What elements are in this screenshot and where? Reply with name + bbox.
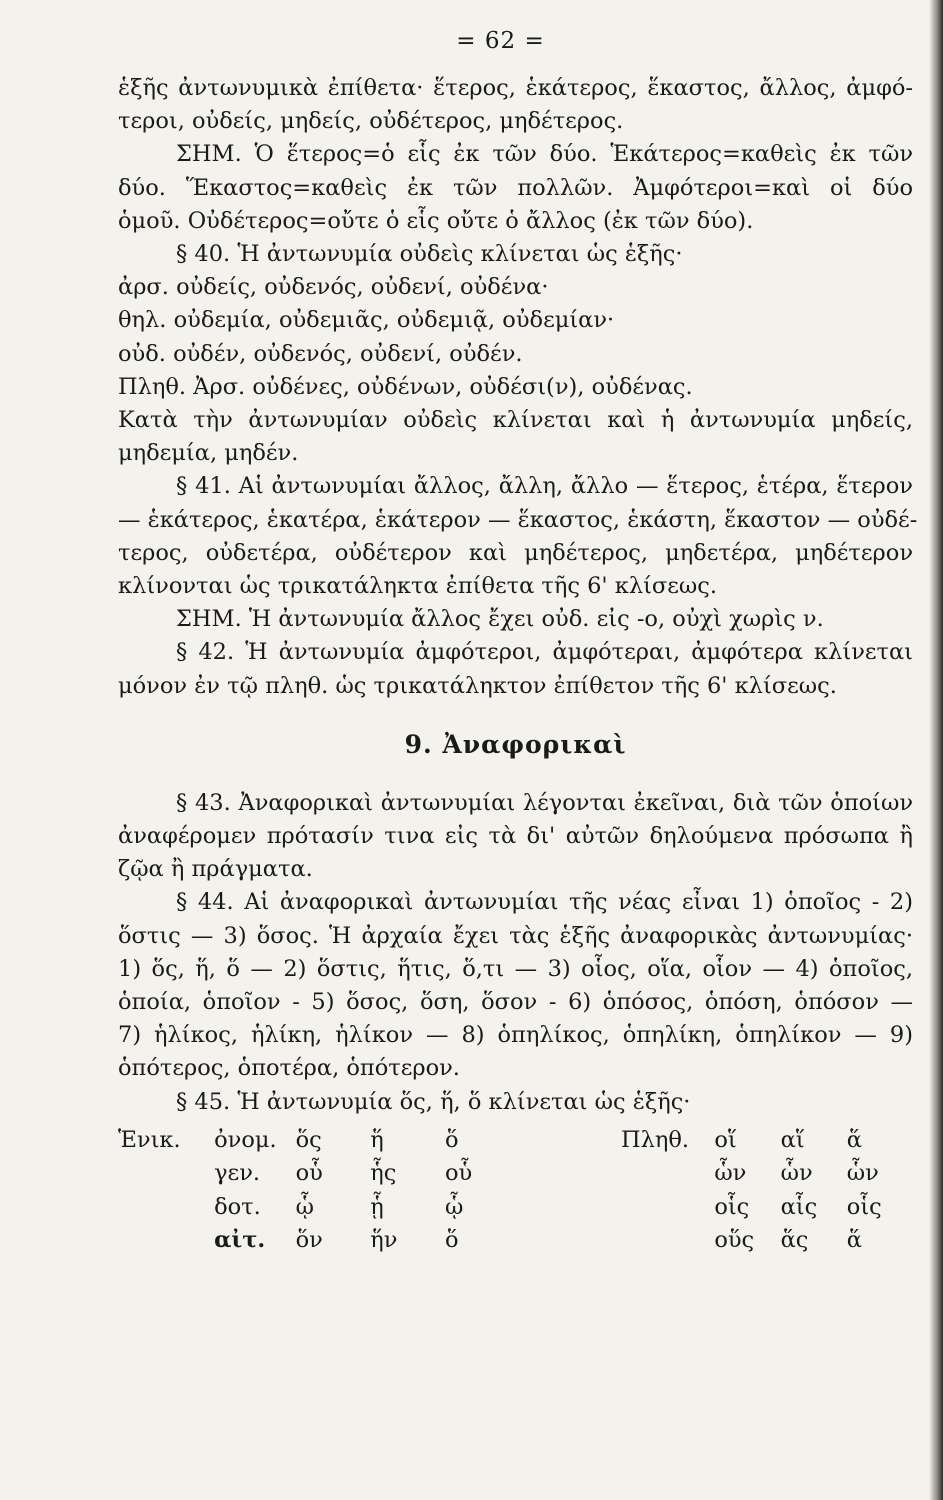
text-line: Πληθ. Ἀρσ. οὐδένες, οὐδένων, οὐδέσι(ν), οὐδένας.	[118, 373, 693, 400]
text-line: ὁμοῦ. Οὐδέτερος=οὔτε ὁ εἷς οὔτε ὁ ἄλλος (ἐκ τῶν δύο).	[118, 207, 754, 234]
text-line: ζῷα ἢ πράγματα.	[118, 856, 313, 883]
text-line: Κατὰ τὴν ἀντωνυμίαν οὐδεὶς κλίνεται καὶ ἡ ἀντωνυμία μηδείς,	[118, 407, 913, 434]
text-line: ΣΗΜ. Ἡ ἀντωνυμία ἄλλος ἔχει οὐδ. εἰς -ο, οὐχὶ χωρὶς ν.	[176, 606, 824, 633]
singular-label: Ἑνικ.	[118, 1126, 181, 1153]
section-45	[118, 1086, 913, 1119]
table-spacer	[520, 1190, 621, 1224]
table-cell: οἷς	[846, 1193, 882, 1220]
table-spacer	[621, 1223, 714, 1257]
text-line: ΣΗΜ. Ὁ ἕτερος=ὁ εἷς ἐκ τῶν δύο. Ἑκάτερος=καθεὶς ἐκ τῶν	[176, 141, 913, 168]
section-41	[118, 470, 918, 603]
chapter-heading: 9. Ἀναφορικαὶ	[404, 729, 627, 759]
table-cell: ὧν	[846, 1160, 879, 1187]
paragraph-medeis	[118, 404, 913, 470]
table-cell: αἵ	[780, 1126, 805, 1153]
text-line: τεροι, οὐδείς, μηδείς, οὐδέτερος, μηδέτερος.	[118, 108, 624, 135]
table-spacer	[621, 1156, 714, 1190]
table-spacer	[118, 1156, 214, 1190]
section-43	[118, 787, 913, 887]
section-heading-line: § 42. Ἡ ἀντωνυμία ἀμφότεροι, ἀμφότεραι, ἀμφότερα κλίνεται	[176, 639, 913, 666]
text-line: — ἑκάτερος, ἑκατέρα, ἑκάτερον — ἕκαστος, ἑκάστη, ἕκαστον — οὐδέ-	[118, 506, 918, 533]
text-line: ὁποία, ὁποῖον - 5) ὅσος, ὅση, ὅσον - 6) ὁπόσος, ὁπόση, ὁπόσον —	[118, 989, 913, 1016]
table-cell: ὧν	[780, 1160, 813, 1187]
text-line: ὁπότερος, ὁποτέρα, ὁπότερον.	[118, 1055, 460, 1082]
table-row	[118, 1156, 913, 1190]
case-label: ὀνομ.	[214, 1126, 277, 1153]
section-40	[118, 238, 913, 404]
table-cell: ὧν	[714, 1160, 747, 1187]
plural-label: Πληθ.	[621, 1126, 690, 1153]
table-spacer	[118, 1190, 214, 1224]
table-cell: ᾧ	[295, 1193, 314, 1220]
table-spacer	[520, 1223, 621, 1257]
page-number: = 62 =	[456, 28, 545, 54]
table-row	[118, 1123, 913, 1157]
text-line: ἀναφέρομεν πρότασίν τινα εἰς τὰ δι' αὐτῶν δηλούμενα πρόσωπα ἢ	[118, 823, 913, 850]
table-cell: οὗ	[295, 1160, 323, 1187]
table-row	[118, 1223, 913, 1257]
text-line: ἀρσ. οὐδείς, οὐδενός, οὐδενί, οὐδένα·	[118, 274, 549, 301]
text-line: 7) ἡλίκος, ἡλίκη, ἡλίκον — 8) ὁπηλίκος, ὁπηλίκη, ὁπηλίκον — 9)	[118, 1022, 913, 1049]
table-cell: οἷς	[714, 1193, 750, 1220]
case-label: αἰτ.	[214, 1227, 266, 1254]
table-spacer	[520, 1156, 621, 1190]
text-line: μόνον ἐν τῷ πληθ. ὡς τρικατάληκτον ἐπίθετον τῆς 6' κλίσεως.	[118, 672, 837, 699]
table-cell: ἅ	[846, 1227, 862, 1254]
table-spacer	[621, 1190, 714, 1224]
table-cell: ἅ	[846, 1126, 862, 1153]
binding-shadow	[929, 0, 943, 1500]
table-cell: ᾧ	[445, 1193, 464, 1220]
table-cell: οὕς	[714, 1227, 755, 1254]
table-spacer	[520, 1123, 621, 1157]
section-42	[118, 636, 913, 702]
table-cell: ἅς	[780, 1227, 809, 1254]
table-cell: ἥ	[370, 1126, 384, 1153]
text-line: οὐδ. οὐδέν, οὐδενός, οὐδενί, οὐδέν.	[118, 340, 523, 367]
text-line: μηδεμία, μηδέν.	[118, 440, 299, 467]
text-line: ἑξῆς ἀντωνυμικὰ ἐπίθετα· ἕτερος, ἑκάτερος, ἕκαστος, ἄλλος, ἀμφό-	[118, 75, 913, 101]
text-line: τερος, οὐδετέρα, οὐδέτερον καὶ μηδέτερος, μηδετέρα, μηδέτερον	[118, 539, 913, 566]
section-heading-line: § 44. Αἱ ἀναφορικαὶ ἀντωνυμίαι τῆς νέας εἶναι 1) ὁποῖος - 2)	[176, 889, 913, 916]
note-meanings	[118, 138, 913, 238]
section-heading-line: § 43. Ἀναφορικαὶ ἀντωνυμίαι λέγονται ἐκεῖναι, διὰ τῶν ὁποίων	[176, 789, 913, 816]
table-cell: αἷς	[780, 1193, 818, 1220]
text-line: ὅστις — 3) ὅσος. Ἡ ἀρχαία ἔχει τὰς ἑξῆς ἀναφορικὰς ἀντωνυμίας·	[118, 922, 913, 949]
section-heading-line: § 40. Ἡ ἀντωνυμία οὐδεὶς κλίνεται ὡς ἑξῆς·	[176, 241, 683, 268]
table-row	[118, 1190, 913, 1224]
text-line: θηλ. οὐδεμία, οὐδεμιᾶς, οὐδεμιᾷ, οὐδεμίαν·	[118, 307, 615, 334]
case-label: δοτ.	[214, 1193, 261, 1220]
text-line: δύο. Ἕκαστος=καθεὶς ἐκ τῶν πολλῶν. Ἀμφότεροι=καὶ οἱ δύο	[118, 174, 913, 201]
section-heading-line: § 41. Αἱ ἀντωνυμίαι ἄλλος, ἄλλη, ἄλλο — ἕτερος, ἑτέρα, ἕτερον	[176, 473, 913, 500]
declension-table	[118, 1123, 913, 1257]
table-cell: οἵ	[714, 1126, 737, 1153]
table-cell: οὗ	[445, 1160, 473, 1187]
section-44	[118, 886, 913, 1085]
note-allos	[118, 603, 913, 636]
table-cell: ἥν	[370, 1227, 398, 1254]
table-cell: ᾗ	[370, 1193, 384, 1220]
text-line: 1) ὅς, ἥ, ὅ — 2) ὅστις, ἥτις, ὅ,τι — 3) οἷος, οἵα, οἷον — 4) ὁποῖος,	[118, 955, 913, 982]
text-line: κλίνονται ὡς τρικατάληκτα ἐπίθετα τῆς 6' κλίσεως.	[118, 573, 718, 600]
section-heading-line: § 45. Ἡ ἀντωνυμία ὅς, ἥ, ὅ κλίνεται ὡς ἑξῆς·	[176, 1088, 691, 1115]
table-cell: ὅν	[295, 1227, 323, 1254]
table-cell: ὅ	[445, 1126, 459, 1153]
table-cell: ὅ	[445, 1227, 459, 1254]
table-cell: ὅς	[295, 1126, 322, 1153]
table-spacer	[118, 1223, 214, 1257]
table-cell: ἧς	[370, 1160, 397, 1187]
case-label: γεν.	[214, 1160, 261, 1187]
paragraph-adjectives	[118, 72, 913, 138]
